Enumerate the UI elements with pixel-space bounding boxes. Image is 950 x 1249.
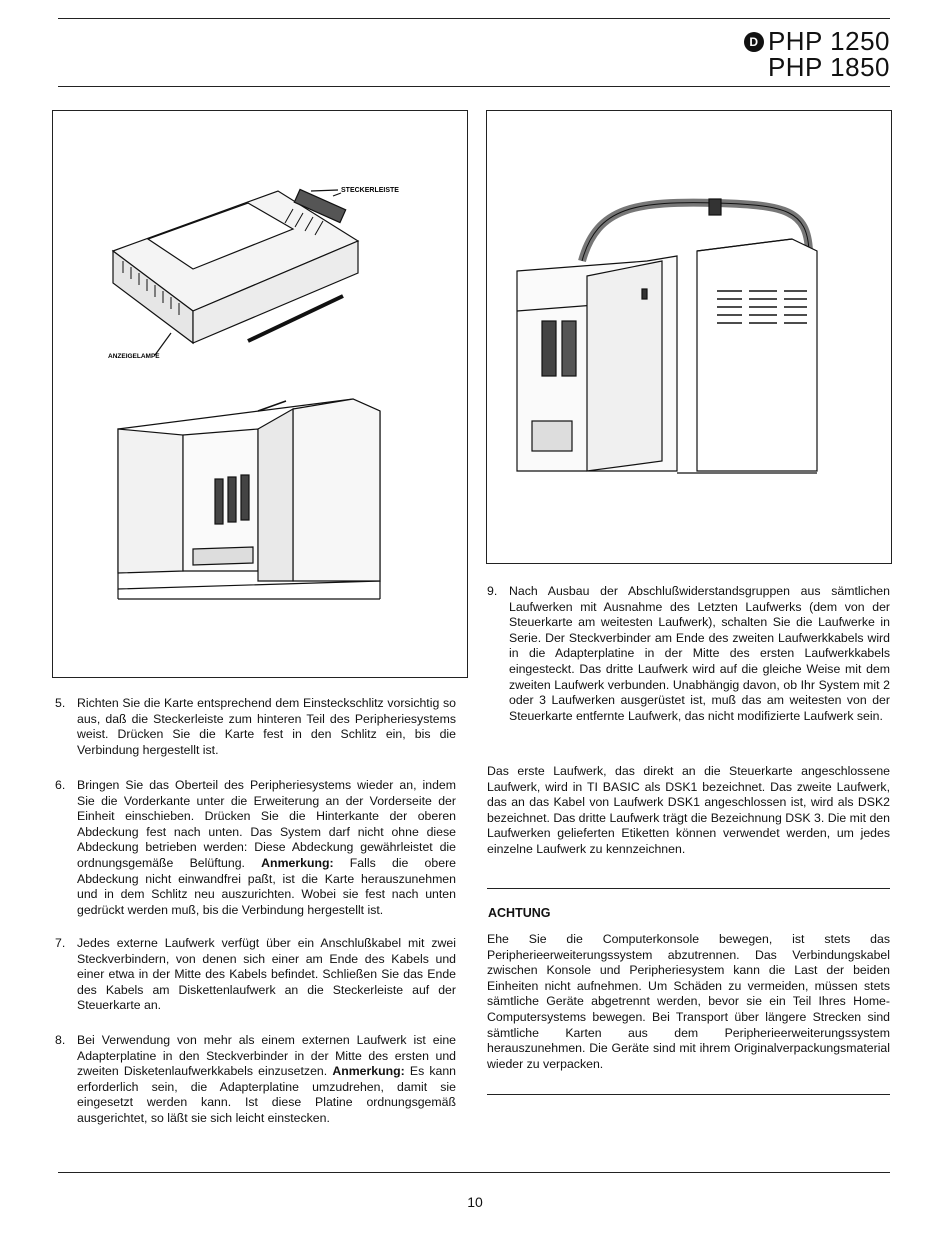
list-item-text-continued: Es kann erforderlich sein, die Adapterplatine umzudrehen, damit sie eingesetzt werden kann. Ist diese Platine ordnungsgemäß ausgerichtet, so läßt sie sich leicht einstecken.: [77, 1064, 457, 1125]
list-item-number: 8.: [55, 1033, 66, 1047]
list-item-text: Jedes externe Laufwerk verfügt über ein Anschlußkabel mit zwei Steckverbindern, von denen sich einer am Ende des Kabels und einer etwa in der Mitte des Kabels befindet. Schließen Sie das Ende des Kabels am Diskettenlaufwerk an die Steckerleiste auf der Steuerkarte an.: [77, 936, 456, 1013]
country-logo-icon: D: [744, 32, 764, 52]
list-item-text: Bringen Sie das Oberteil des Peripheriesystems wieder an, indem Sie die Vorderkante unter die Erweiterung an der Vorderseite der Einheit einschieben. Drücken Sie die Hinterkante der oberen Abdeckung fest nach unten. Das System darf nicht ohne diese Abdeckung betrieben werden: Diese Abdeckung gewährleistet die ordnungsgemäße Belüftung.: [77, 778, 456, 870]
label-lamp: ANZEIGELAMPE: [108, 353, 160, 360]
note-label: Anmerkung:: [261, 855, 334, 870]
warning-bottom-rule: [487, 1094, 890, 1095]
drive-naming-paragraph: Das erste Laufwerk, das direkt an die Steuerkarte angeschlossene Laufwerk, wird in TI BASIC als DSK1 bezeichnet. Das zweite Laufwerk, das an das Kabel von Laufwerk DSK1 angeschlossen ist, wird als DSK2 bezeichnet. Das dritte Laufwerk trägt die Bezeichnung DSK 3. Die mit den Laufwerken gelieferten Etiketten können verwendet werden, um jedes einzelne Laufwerk zu kennzeichnen.: [487, 764, 890, 856]
list-item-8: [55, 1033, 457, 1127]
list-item-number: 6.: [55, 778, 66, 792]
list-item-number: 9.: [487, 584, 498, 598]
figure-right: [486, 110, 892, 564]
warning-heading: ACHTUNG: [488, 906, 551, 920]
illustration-card-and-chassis: [53, 111, 467, 677]
note-label: Anmerkung:: [332, 1064, 405, 1079]
list-item-text: Nach Ausbau der Abschlußwiderstandsgruppen aus sämtlichen Laufwerken mit Ausnahme des Letzten Laufwerks (dem von der Steuerkarte am weitesten Laufwerk), schalten Sie die Laufwerke in Serie. Der Steckverbinder am Ende des zweiten Laufwerkkabels wird in die Adapterplatine in der Mitte des ersten Laufwerkkabels eingesteckt. Das dritte Laufwerk wird auf die gleiche Weise mit dem zweiten Laufwerk verbunden. Unabhängig davon, ob Ihr System mit 2 oder 3 Laufwerken ausgerüstet ist, muß das am weitesten von der Steuerkarte entfernte Laufwerk, das nicht modifizierte Laufwerk sein.: [509, 584, 890, 723]
list-item-text-continued: Falls die obere Abdeckung nicht einwandfrei paßt, ist die Karte herauszunehmen und in dem Schlitz neu auszurichten. Wobei sie fest nach unten gedrückt werden muß, bis die Verbindung hergestellt ist.: [77, 855, 457, 917]
list-item-number: 7.: [55, 936, 66, 950]
model-title-line1: PHP 1250: [767, 26, 890, 56]
header-top-rule: [58, 18, 890, 19]
list-item-text: Richten Sie die Karte entsprechend dem Einsteckschlitz vorsichtig so aus, daß die Steckerleiste zum hinteren Teil des Peripheriesystems weist. Drücken Sie die Karte fest in den Schlitz ein, bis die Verbindung hergestellt ist.: [77, 696, 456, 757]
label-connector: STECKERLEISTE: [341, 187, 399, 194]
model-title-line2: PHP 1850: [767, 52, 890, 82]
list-item-9: [487, 584, 890, 724]
page-number: 10: [467, 1194, 483, 1210]
header-bottom-rule: [58, 86, 890, 87]
model-title: [744, 28, 890, 80]
illustration-disk-drive-cable: [487, 111, 891, 563]
list-item-7: [55, 936, 456, 1014]
warning-top-rule: [487, 888, 890, 889]
warning-text: Ehe Sie die Computerkonsole bewegen, ist stets das Peripherieerweiterungssystem abzutrennen. Das Verbindungskabel zwischen Konsole und Peripheriesystem kann die Last der beiden Einheiten nicht aufnehmen. Um Schäden zu vermeiden, müssen stets sämtliche Geräte abgetrennt werden, bevor sie ein Teil Ihres Home-Computersystems bewegen. Bei Transport über längere Strecken sind sämtliche Karten aus dem Peripherieerweiterungssystem herauszunehmen. Die Geräte sind mit ihrem Originalverpackungsmaterial wieder zu verpacken.: [487, 932, 890, 1071]
figure-left: [52, 110, 468, 678]
list-item-6: [55, 778, 457, 918]
footer-rule: [58, 1172, 890, 1173]
list-item-number: 5.: [55, 696, 66, 710]
list-item-5: [55, 696, 456, 758]
list-item-text: Bei Verwendung von mehr als einem externen Laufwerk ist eine Adapterplatine in den Steckverbinder in der Mitte des ersten und zweiten Disketenlaufwerkkabels einzusetzen.: [77, 1033, 456, 1079]
